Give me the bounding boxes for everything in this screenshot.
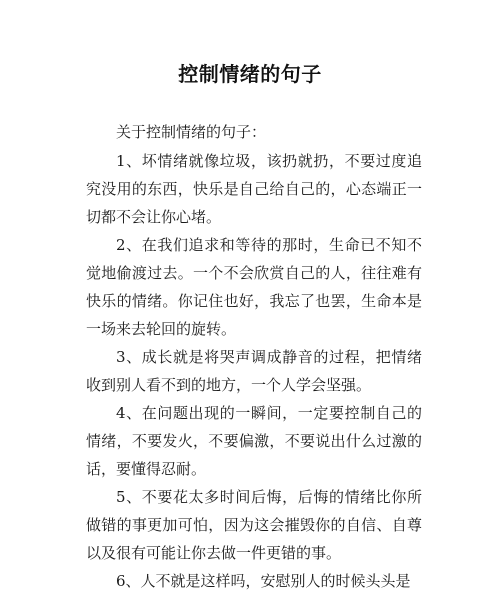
paragraph-6: 6、人不就是这样吗，安慰别人的时候头头是: [116, 572, 411, 590]
paragraph-3: 3、成长就是将哭声调成静音的过程，把情绪收到别人看不到的地方，一个人学会坚强。: [86, 348, 422, 394]
paragraph-1: 1、坏情绪就像垃圾，该扔就扔，不要过度追究没用的东西，快乐是自己给自己的，心态端正一切都不会让你心堵。: [86, 152, 422, 226]
article-body: [86, 118, 422, 595]
paragraph-5: 5、不要花太多时间后悔，后悔的情绪比你所做错的事更加可怕，因为这会摧毁你的自信、自尊以及很有可能让你去做一件更错的事。: [86, 488, 422, 562]
paragraph-4: 4、在问题出现的一瞬间，一定要控制自己的情绪，不要发火，不要偏激，不要说出什么过激的话，要懂得忍耐。: [86, 404, 422, 478]
paragraph-2: 2、在我们追求和等待的那时，生命已不知不觉地偷渡过去。一个不会欣赏自己的人，往往难有快乐的情绪。你记住也好，我忘了也罢，生命本是一场来去轮回的旋转。: [86, 236, 422, 338]
page-title: 控制情绪的句子: [178, 62, 322, 86]
intro-line: 关于控制情绪的句子：: [116, 123, 267, 141]
